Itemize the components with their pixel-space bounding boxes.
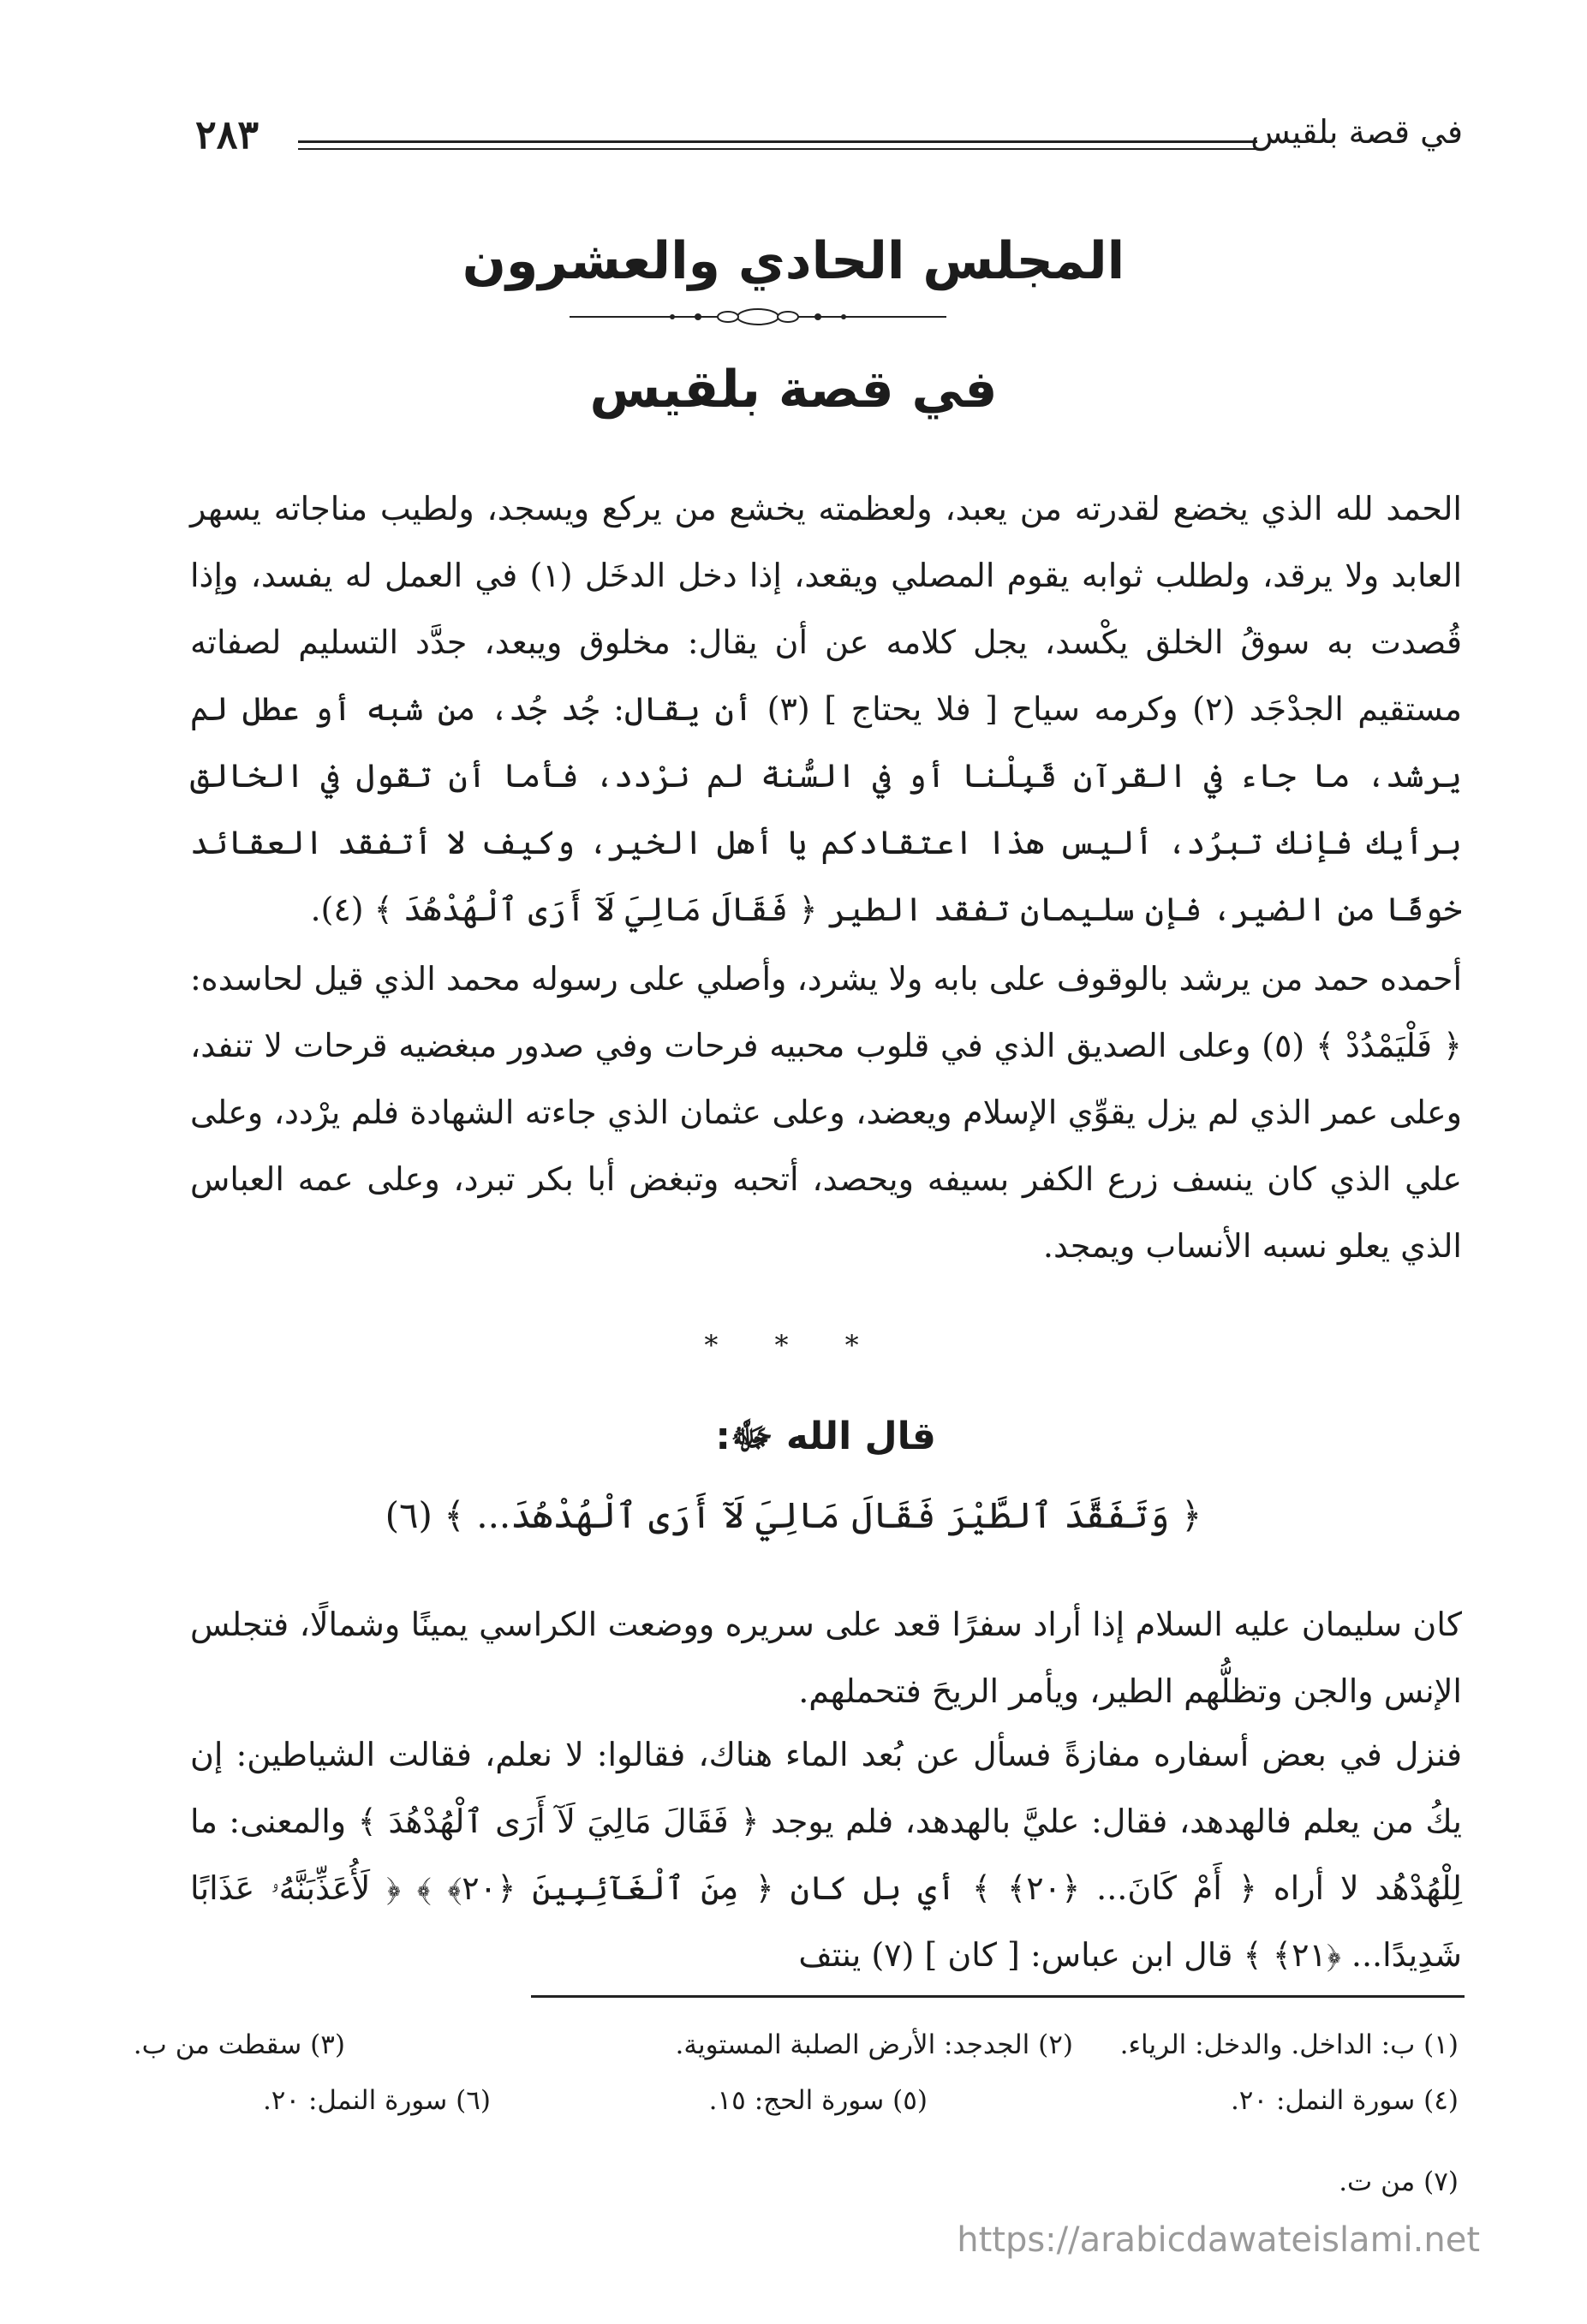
paragraph-1: الحمد لله الذي يخضع لقدرته من يعبد، ولعظمته يخشع من يركع ويسجد، ولطيب مناجاته يسهر العابد ولا يرقد، ولطلب ثوابه يقوم المصلي ويقعد، إذا دخل الدخَل (١) في العمل له يفسد، وإذا قُصدت به سوقُ الخلق يكْسد، يجل كلامه عن أن يقال: مخلوق ويبعد، جدَّد التسليم لصفاته مستقيم الجدْجَد (٢) وكرمه سياح [ فلا يحتاج ] (٣) أن يقال: جُد جُد، من شبه أو عطل لم يرشد، ما جاء في القرآن قَبِلْنا أو في السُّنة لم نرْدد، فأما أن تقول في الخالق برأيك فإنك تبرُد، أليس هذا اعتقادكم يا أهل الخير، وكيف لا أتفقد العقائد خوفًا من الضير، فإن سليمان تفقد الطير ﴿ فَقَالَ مَالِيَ لَآ أَرَى ٱلْهُدْهُدَ ﴾ (٤). (190, 490, 1462, 928)
footnote-1: (١) ب: الداخل. والدخل: الرياء. (1119, 2029, 1459, 2060)
ornament-divider-icon (570, 300, 946, 334)
running-title: في قصة بلقيس (1250, 113, 1463, 151)
footnote-7: (٧) من ت. (1339, 2166, 1459, 2197)
chapter-title: المجلس الحادي والعشرون (462, 231, 1125, 291)
footnote-5: (٥) سورة الحج: ١٥. (708, 2085, 928, 2116)
chapter-subtitle: في قصة بلقيس (589, 360, 998, 420)
running-header (195, 111, 1463, 163)
qal-heading: قال الله ﷻ: (715, 1415, 936, 1458)
section-separator: * * * (704, 1329, 883, 1362)
footnote-4: (٤) سورة النمل: ٢٠. (1230, 2085, 1459, 2116)
footnote-rule (531, 1995, 1465, 1998)
footnote-3: (٣) سقطت من ب. (133, 2029, 345, 2060)
watermark-url: https://arabicdawateislami.net (957, 2220, 1480, 2260)
paragraph-2: أحمده حمد من يرشد بالوقوف على بابه ولا يشرد، وأصلي على رسوله محمد الذي قيل لحاسده: ﴿ فَلْيَمْدُدْ ﴾ (٥) وعلى الصديق الذي في قلوب محبيه فرحات وفي صدور مبغضيه قرحات لا تنفد، وعلى عمر الذي لم يزل يقوِّي الإسلام ويعضد، وعلى عثمان الذي جاءته الشهادة فلم يرْدد، وعلى علي الذي كان ينسف زرع الكفر بسيفه ويحصد، أتحبه وتبغض أبا بكر تبرد، وعلى عمه العباس الذي يعلو نسبه الأنساب ويمجد. (190, 960, 1463, 1265)
header-rule (298, 140, 1257, 150)
footnote-2: (٢) الجدجد: الأرض الصلبة المستوية. (675, 2029, 1073, 2060)
paragraph-4: فنزل في بعض أسفاره مفازةً فسأل عن بُعد الماء هناك، فقالوا: لا نعلم، فقالت الشياطين: إن يكُ من يعلم فالهدهد، فقال: عليَّ بالهدهد، فلم يوجد ﴿ فَقَالَ مَالِيَ لَآ أَرَى ٱلْهُدْهُدَ ﴾ والمعنى: ما لِلْهُدْهُد لا أراه ﴿ أَمْ كَانَ... ﴿٢٠﴾ ﴾ أي بل كان ﴿ مِنَ ٱلْغَآئِبِينَ ﴿٢٠﴾ ﴾ ﴿ لَأُعَذِّبَنَّهُۥ عَذَابًا شَدِيدًا... ﴿٢١﴾ ﴾ قال ابن عباس: [ كان ] (٧) ينتف (190, 1736, 1463, 1974)
footnote-6: (٦) سورة النمل: ٢٠. (262, 2085, 491, 2116)
quran-verse: ﴿ وَتَفَقَّدَ ٱلطَّيْرَ فَقَالَ مَالِيَ لَآ أَرَى ٱلْهُدْهُدَ... ﴾ (٦) (385, 1494, 1202, 1536)
paragraph-3: كان سليمان عليه السلام إذا أراد سفرًا قعد على سريره ووضعت الكراسي يمينًا وشمالًا، فتجلس الإنس والجن وتظلُّهم الطير، ويأمر الريحَ فتحملهم. (190, 1606, 1462, 1710)
page-number: ٢٨٣ (195, 111, 260, 158)
